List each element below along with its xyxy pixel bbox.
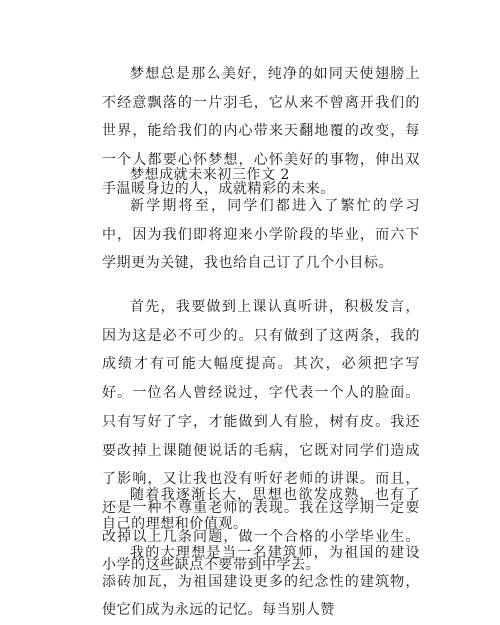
paragraph-dream-intro: 梦想总是那么美好，纯净的如同天使翅膀上不经意飘落的一片羽毛，它从来不曾离开我们的世界，能给我们的内心带来天翻地覆的改变，每一个人都要心怀梦想，心怀美好的事物，伸出双手温暖身边的人，成就精彩的未来。 [102, 66, 420, 197]
essay-title: 梦想成就未来初三作文 2 [130, 167, 290, 183]
paragraph-growing-up: 随着我逐渐长大，思想也欲发成熟，也有了自己的理想和价值观。 [102, 487, 420, 532]
paragraph-new-semester: 新学期将至，同学们都进入了繁忙的学习中，因为我们即将迎来小学阶段的毕业，而六下学期更为关键，我也给自己订了几个小目标。 [102, 198, 420, 272]
paragraph-goals: 首先，我要做到上课认真听讲，积极发言，因为这是必不可少的。只有做到了这两条，我的成绩才有可能大幅度提高。其次，必须把字写好。一位名人曾经说过，字代表一个人的脸面。只有写好了字，才能做到人有脸，树有皮。我还要改掉上课随便说话的毛病，它既对同学们造成了影响，又让我也没有听好老师的讲课。而且，还是一种不尊重老师的表现。我在这学期一定要改掉以上几条问题，做一个合格的小学毕业生。小学的这些缺点不要带到中学去。 [102, 299, 420, 574]
paragraph-architect-dream: 我的大理想是当一名建筑师，为祖国的建设添砖加瓦，为祖国建设更多的纪念性的建筑物，使它们成为永远的记忆。每当别人赞 [102, 545, 420, 619]
